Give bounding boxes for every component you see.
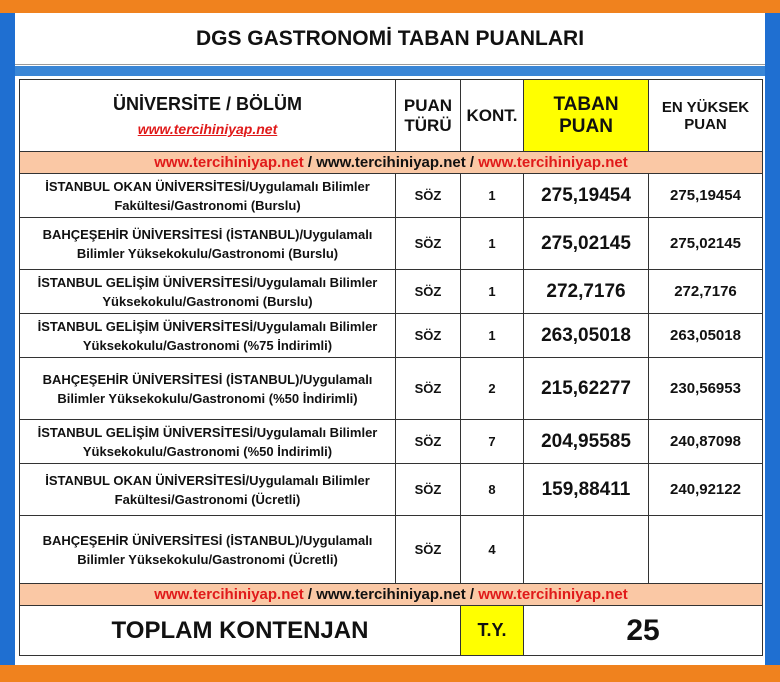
banner-separator-1: / [303,586,317,603]
score-type-cell: SÖZ [396,420,461,464]
table-row [20,218,763,270]
base-score-header-line1: TABAN [553,93,619,115]
highest-score-header-line2: PUAN [684,115,727,133]
highest-score-cell: 230,56953 [649,358,763,420]
table-row [20,358,763,420]
quota-cell: 4 [461,516,524,584]
quota-cell: 8 [461,464,524,516]
highest-score-cell: 240,92122 [649,464,763,516]
total-quota-value: 25 [524,606,763,656]
highest-score-cell: 263,05018 [649,314,763,358]
banner-link-2[interactable]: www.tercihiniyap.net [316,154,466,171]
site-banner [20,584,763,606]
table-header-row [20,80,763,152]
banner-link-1[interactable]: www.tercihiniyap.net [154,586,304,603]
banner-separator-2: / [465,586,479,603]
base-score-cell: 272,7176 [524,270,649,314]
score-type-cell: SÖZ [396,358,461,420]
quota-cell: 2 [461,358,524,420]
base-score-cell: 215,62277 [524,358,649,420]
score-type-cell: SÖZ [396,174,461,218]
program-name-cell: BAHÇEŞEHİR ÜNİVERSİTESİ (İSTANBUL)/Uygulamalı Bilimler Yüksekokulu/Gastronomi (%50 İndirimli) [20,358,396,420]
banner-separator-1: / [303,154,317,171]
site-link[interactable]: www.tercihiniyap.net [137,121,278,137]
frame-top-bar [0,0,780,13]
score-type-cell: SÖZ [396,516,461,584]
score-type-cell: SÖZ [396,314,461,358]
banner-link-1[interactable]: www.tercihiniyap.net [154,154,304,171]
site-banner-row-bottom [20,584,763,606]
table-row [20,464,763,516]
score-type-header-line1: PUAN [403,95,453,115]
quota-cell: 1 [461,218,524,270]
score-type-header-line2: TÜRÜ [404,115,452,135]
banner-link-2[interactable]: www.tercihiniyap.net [316,586,466,603]
program-name-cell: İSTANBUL OKAN ÜNİVERSİTESİ/Uygulamalı Bilimler Fakültesi/Gastronomi (Ücretli) [20,464,396,516]
quota-cell: 7 [461,420,524,464]
quota-column-header: KONT. [461,80,524,152]
table-row [20,516,763,584]
base-score-cell: 204,95585 [524,420,649,464]
score-type-cell: SÖZ [396,218,461,270]
program-name-cell: BAHÇEŞEHİR ÜNİVERSİTESİ (İSTANBUL)/Uygulamalı Bilimler Yüksekokulu/Gastronomi (Burslu) [20,218,396,270]
banner-separator-2: / [465,154,479,171]
university-column-header [20,80,396,152]
score-table [19,79,763,656]
quota-cell: 1 [461,314,524,358]
program-name-cell: İSTANBUL OKAN ÜNİVERSİTESİ/Uygulamalı Bilimler Fakültesi/Gastronomi (Burslu) [20,174,396,218]
base-score-cell [524,516,649,584]
highest-score-header-line1: EN YÜKSEK [661,98,750,116]
highest-score-cell [649,516,763,584]
frame-left-bar [0,13,15,665]
title-divider-band [15,66,765,76]
highest-score-cell: 240,87098 [649,420,763,464]
highest-score-cell: 275,02145 [649,218,763,270]
highest-score-column-header [649,80,763,152]
base-score-header-line2: PUAN [559,115,613,137]
program-name-cell: İSTANBUL GELİŞİM ÜNİVERSİTESİ/Uygulamalı Bilimler Yüksekokulu/Gastronomi (Burslu) [20,270,396,314]
banner-link-3[interactable]: www.tercihiniyap.net [478,154,628,171]
base-score-cell: 263,05018 [524,314,649,358]
total-quota-label: TOPLAM KONTENJAN [20,606,461,656]
quota-cell: 1 [461,270,524,314]
quota-cell: 1 [461,174,524,218]
score-type-cell: SÖZ [396,464,461,516]
university-header-label: ÜNİVERSİTE / BÖLÜM [112,94,302,114]
table-row [20,174,763,218]
table-row [20,314,763,358]
frame-right-bar [765,13,780,665]
base-score-cell: 159,88411 [524,464,649,516]
frame-bottom-bar [0,665,780,682]
page-title: DGS GASTRONOMİ TABAN PUANLARI [15,13,765,65]
score-type-column-header [396,80,461,152]
base-score-cell: 275,02145 [524,218,649,270]
base-score-column-header [524,80,649,152]
total-ty-badge: T.Y. [461,606,524,656]
program-name-cell: BAHÇEŞEHİR ÜNİVERSİTESİ (İSTANBUL)/Uygulamalı Bilimler Yüksekokulu/Gastronomi (Ücretli) [20,516,396,584]
program-name-cell: İSTANBUL GELİŞİM ÜNİVERSİTESİ/Uygulamalı Bilimler Yüksekokulu/Gastronomi (%75 İndirimli) [20,314,396,358]
table-row [20,420,763,464]
base-score-cell: 275,19454 [524,174,649,218]
program-name-cell: İSTANBUL GELİŞİM ÜNİVERSİTESİ/Uygulamalı Bilimler Yüksekokulu/Gastronomi (%50 İndirimli) [20,420,396,464]
banner-link-3[interactable]: www.tercihiniyap.net [478,586,628,603]
highest-score-cell: 275,19454 [649,174,763,218]
site-banner-row-top [20,152,763,174]
total-row [20,606,763,656]
site-banner [20,152,763,174]
score-type-cell: SÖZ [396,270,461,314]
highest-score-cell: 272,7176 [649,270,763,314]
score-sheet [15,13,765,665]
table-row [20,270,763,314]
